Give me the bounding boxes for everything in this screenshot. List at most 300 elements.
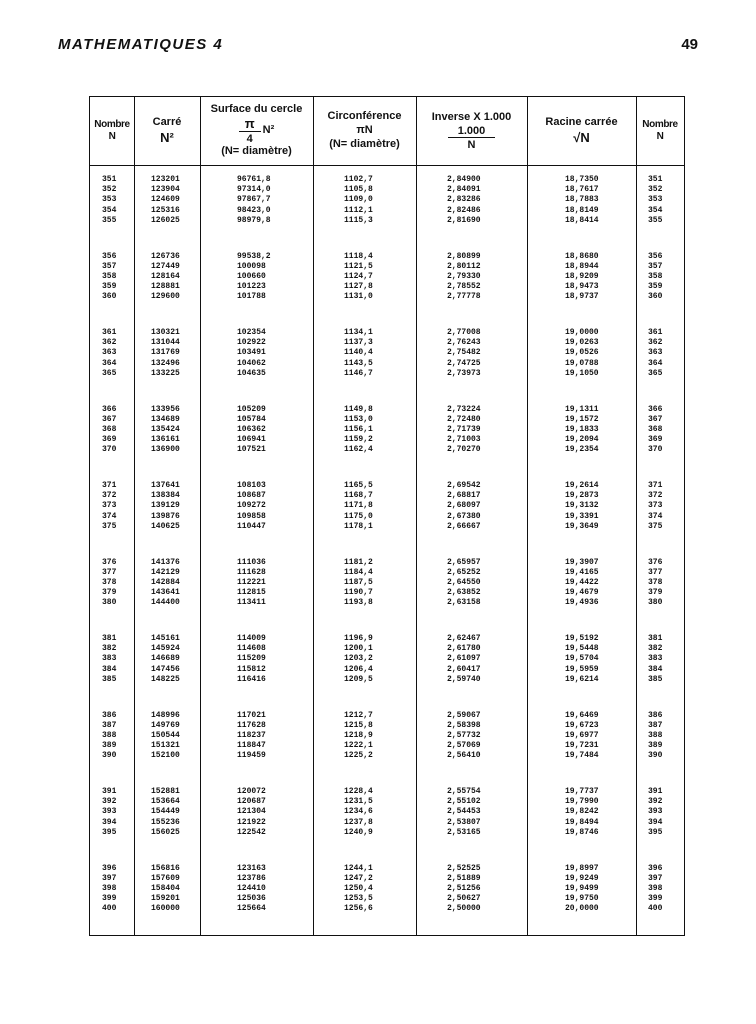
cell-nombre: 394	[102, 817, 117, 827]
cell-inverse: 2,57069	[447, 741, 481, 751]
cell-circonference: 1115,3	[344, 215, 373, 225]
header-note: (N= diamètre)	[329, 137, 400, 150]
cell-carre: 138384	[151, 491, 180, 501]
cell-racine: 18,8680	[565, 251, 599, 261]
cell-nombre-right: 365	[648, 368, 663, 378]
table-row	[90, 216, 686, 226]
cell-inverse: 2,53165	[447, 827, 481, 837]
cell-nombre-right: 385	[648, 674, 663, 684]
cell-carre: 144400	[151, 598, 180, 608]
book-title: MATHEMATIQUES 4	[58, 36, 224, 53]
cell-racine: 19,7484	[565, 751, 599, 761]
table-row	[90, 522, 686, 532]
table-row	[90, 894, 686, 904]
cell-inverse: 2,70270	[447, 445, 481, 455]
cell-nombre-right: 392	[648, 797, 663, 807]
table-row	[90, 558, 686, 568]
cell-surface: 118847	[237, 741, 266, 751]
row-group	[90, 252, 686, 329]
cell-carre: 126025	[151, 215, 180, 225]
cell-surface: 125036	[237, 894, 266, 904]
cell-carre: 131769	[151, 348, 180, 358]
header-label: Carré	[152, 116, 182, 128]
cell-circonference: 1137,3	[344, 338, 373, 348]
cell-nombre: 396	[102, 863, 117, 873]
cell-nombre: 370	[102, 445, 117, 455]
cell-nombre-right: 390	[648, 751, 663, 761]
row-group	[90, 711, 686, 788]
cell-surface: 123163	[237, 863, 266, 873]
cell-carre: 140625	[151, 521, 180, 531]
cell-circonference: 1190,7	[344, 588, 373, 598]
cell-carre: 156025	[151, 827, 180, 837]
cell-inverse: 2,69542	[447, 481, 481, 490]
cell-carre: 133956	[151, 404, 180, 414]
header-racine	[527, 97, 636, 165]
math-table	[89, 96, 685, 936]
row-group	[90, 787, 686, 864]
cell-surface: 106362	[237, 424, 266, 434]
cell-nombre: 363	[102, 348, 117, 358]
cell-inverse: 2,79330	[447, 271, 481, 281]
cell-nombre-right: 351	[648, 175, 663, 184]
cell-nombre-right: 357	[648, 261, 663, 271]
cell-carre: 155236	[151, 817, 180, 827]
table-row	[90, 818, 686, 828]
cell-racine: 19,2614	[565, 481, 599, 490]
cell-circonference: 1228,4	[344, 787, 373, 796]
row-group	[90, 328, 686, 405]
cell-surface: 103491	[237, 348, 266, 358]
cell-circonference: 1203,2	[344, 654, 373, 664]
header-carre	[134, 97, 200, 165]
cell-nombre: 354	[102, 205, 117, 215]
cell-inverse: 2,54453	[447, 807, 481, 817]
cell-surface: 100098	[237, 261, 266, 271]
cell-carre: 125316	[151, 205, 180, 215]
fraction-denominator: N	[467, 138, 476, 151]
cell-surface: 111036	[237, 557, 266, 567]
table-row	[90, 348, 686, 358]
cell-nombre: 377	[102, 567, 117, 577]
cell-carre: 147456	[151, 664, 180, 674]
cell-racine: 18,8944	[565, 261, 599, 271]
formula-suffix: N²	[262, 124, 275, 137]
cell-circonference: 1212,7	[344, 710, 373, 720]
cell-nombre-right: 354	[648, 205, 663, 215]
cell-inverse: 2,51889	[447, 873, 481, 883]
cell-racine: 19,2094	[565, 435, 599, 445]
cell-inverse: 2,75482	[447, 348, 481, 358]
cell-nombre-right: 356	[648, 251, 663, 261]
cell-surface: 115209	[237, 654, 266, 664]
header-symbol: N	[656, 131, 664, 142]
table-row	[90, 175, 686, 185]
cell-nombre: 366	[102, 404, 117, 414]
cell-carre: 139129	[151, 501, 180, 511]
cell-nombre: 353	[102, 195, 117, 205]
cell-inverse: 2,73973	[447, 368, 481, 378]
cell-nombre: 384	[102, 664, 117, 674]
fraction	[448, 125, 496, 151]
cell-racine: 19,3391	[565, 511, 599, 521]
row-group	[90, 405, 686, 482]
cell-racine: 19,7737	[565, 787, 599, 796]
cell-racine: 19,7990	[565, 797, 599, 807]
cell-inverse: 2,66667	[447, 521, 481, 531]
cell-carre: 157609	[151, 873, 180, 883]
cell-surface: 120687	[237, 797, 266, 807]
cell-circonference: 1165,5	[344, 481, 373, 490]
cell-nombre: 376	[102, 557, 117, 567]
cell-circonference: 1134,1	[344, 328, 373, 337]
area-formula	[239, 117, 275, 145]
cell-racine: 18,8149	[565, 205, 599, 215]
cell-inverse: 2,56410	[447, 751, 481, 761]
cell-racine: 19,3132	[565, 501, 599, 511]
cell-racine: 19,9750	[565, 894, 599, 904]
cell-carre: 143641	[151, 588, 180, 598]
cell-surface: 117021	[237, 710, 266, 720]
cell-carre: 136900	[151, 445, 180, 455]
cell-nombre-right: 358	[648, 271, 663, 281]
cell-circonference: 1187,5	[344, 577, 373, 587]
cell-nombre-right: 369	[648, 435, 663, 445]
cell-carre: 146689	[151, 654, 180, 664]
table-row	[90, 665, 686, 675]
cell-racine: 19,9249	[565, 873, 599, 883]
cell-circonference: 1234,6	[344, 807, 373, 817]
table-row	[90, 282, 686, 292]
cell-circonference: 1200,1	[344, 644, 373, 654]
table-row	[90, 292, 686, 302]
cell-nombre-right: 355	[648, 215, 663, 225]
cell-nombre: 359	[102, 282, 117, 292]
cell-nombre: 380	[102, 598, 117, 608]
cell-racine: 19,2873	[565, 491, 599, 501]
cell-circonference: 1146,7	[344, 368, 373, 378]
cell-surface: 121922	[237, 817, 266, 827]
table-row	[90, 731, 686, 741]
cell-racine: 19,6723	[565, 720, 599, 730]
cell-carre: 137641	[151, 481, 180, 490]
table-row	[90, 578, 686, 588]
cell-racine: 19,1572	[565, 414, 599, 424]
cell-nombre: 372	[102, 491, 117, 501]
cell-nombre-right: 368	[648, 424, 663, 434]
table-row	[90, 501, 686, 511]
cell-inverse: 2,67380	[447, 511, 481, 521]
cell-circonference: 1171,8	[344, 501, 373, 511]
cell-inverse: 2,72480	[447, 414, 481, 424]
cell-surface: 101223	[237, 282, 266, 292]
cell-circonference: 1168,7	[344, 491, 373, 501]
cell-nombre: 360	[102, 292, 117, 302]
cell-circonference: 1175,0	[344, 511, 373, 521]
cell-racine: 19,3907	[565, 557, 599, 567]
table-row	[90, 634, 686, 644]
cell-carre: 156816	[151, 863, 180, 873]
table-row	[90, 491, 686, 501]
cell-circonference: 1143,5	[344, 358, 373, 368]
cell-nombre: 374	[102, 511, 117, 521]
header-nombre-left	[90, 97, 134, 165]
cell-carre: 123201	[151, 175, 180, 184]
cell-inverse: 2,58398	[447, 720, 481, 730]
cell-racine: 20,0000	[565, 904, 599, 914]
cell-nombre-right: 383	[648, 654, 663, 664]
cell-nombre-right: 387	[648, 720, 663, 730]
header-symbol: √N	[573, 129, 590, 145]
table-row	[90, 206, 686, 216]
cell-nombre-right: 393	[648, 807, 663, 817]
table-row	[90, 884, 686, 894]
cell-inverse: 2,52525	[447, 863, 481, 873]
table-row	[90, 512, 686, 522]
cell-carre: 129600	[151, 292, 180, 302]
cell-surface: 114608	[237, 644, 266, 654]
header-label: Nombre	[642, 118, 678, 130]
table-row	[90, 425, 686, 435]
cell-surface: 98423,0	[237, 205, 271, 215]
cell-racine: 19,9499	[565, 883, 599, 893]
table-row	[90, 252, 686, 262]
cell-nombre-right: 400	[648, 904, 663, 914]
cell-surface: 123786	[237, 873, 266, 883]
cell-nombre-right: 374	[648, 511, 663, 521]
row-group	[90, 864, 686, 941]
cell-circonference: 1240,9	[344, 827, 373, 837]
cell-racine: 18,7617	[565, 185, 599, 195]
cell-nombre-right: 359	[648, 282, 663, 292]
cell-nombre-right: 378	[648, 577, 663, 587]
table-row	[90, 711, 686, 721]
cell-surface: 119459	[237, 751, 266, 761]
cell-carre: 128164	[151, 271, 180, 281]
cell-inverse: 2,68097	[447, 501, 481, 511]
cell-carre: 124609	[151, 195, 180, 205]
cell-racine: 19,6977	[565, 730, 599, 740]
cell-nombre-right: 353	[648, 195, 663, 205]
cell-surface: 116416	[237, 674, 266, 684]
table-row	[90, 721, 686, 731]
cell-surface: 111628	[237, 567, 266, 577]
cell-circonference: 1112,1	[344, 205, 373, 215]
cell-inverse: 2,76243	[447, 338, 481, 348]
fraction-denominator: 4	[246, 133, 253, 146]
cell-nombre: 351	[102, 175, 117, 184]
cell-inverse: 2,64550	[447, 577, 481, 587]
page-number: 49	[681, 36, 698, 53]
cell-racine: 19,4936	[565, 598, 599, 608]
cell-circonference: 1102,7	[344, 175, 373, 184]
cell-nombre: 356	[102, 251, 117, 261]
cell-carre: 158404	[151, 883, 180, 893]
row-group	[90, 175, 686, 252]
cell-nombre-right: 388	[648, 730, 663, 740]
cell-racine: 19,4422	[565, 577, 599, 587]
cell-inverse: 2,59067	[447, 710, 481, 720]
row-group	[90, 558, 686, 635]
cell-racine: 18,9737	[565, 292, 599, 302]
cell-circonference: 1159,2	[344, 435, 373, 445]
cell-racine: 19,8242	[565, 807, 599, 817]
cell-nombre: 358	[102, 271, 117, 281]
cell-nombre: 373	[102, 501, 117, 511]
table-row	[90, 185, 686, 195]
cell-nombre: 361	[102, 328, 117, 337]
table-row	[90, 828, 686, 838]
cell-surface: 102922	[237, 338, 266, 348]
cell-surface: 109858	[237, 511, 266, 521]
cell-inverse: 2,61097	[447, 654, 481, 664]
cell-inverse: 2,81690	[447, 215, 481, 225]
cell-carre: 159201	[151, 894, 180, 904]
cell-circonference: 1121,5	[344, 261, 373, 271]
row-group	[90, 481, 686, 558]
header-inverse	[416, 97, 527, 165]
header-label: Inverse X 1.000	[431, 111, 512, 124]
cell-nombre: 382	[102, 644, 117, 654]
cell-circonference: 1181,2	[344, 557, 373, 567]
cell-nombre-right: 377	[648, 567, 663, 577]
cell-nombre-right: 398	[648, 883, 663, 893]
table-row	[90, 481, 686, 491]
table-row	[90, 262, 686, 272]
cell-circonference: 1178,1	[344, 521, 373, 531]
cell-carre: 128881	[151, 282, 180, 292]
fraction-numerator: 1.000	[448, 125, 496, 138]
cell-surface: 115812	[237, 664, 266, 674]
cell-nombre-right: 389	[648, 741, 663, 751]
header-surface	[200, 97, 313, 165]
cell-nombre: 379	[102, 588, 117, 598]
cell-nombre-right: 384	[648, 664, 663, 674]
cell-nombre-right: 386	[648, 710, 663, 720]
cell-circonference: 1184,4	[344, 567, 373, 577]
cell-racine: 19,5704	[565, 654, 599, 664]
cell-inverse: 2,55102	[447, 797, 481, 807]
cell-circonference: 1237,8	[344, 817, 373, 827]
cell-surface: 109272	[237, 501, 266, 511]
cell-inverse: 2,60417	[447, 664, 481, 674]
table-row	[90, 588, 686, 598]
cell-surface: 98979,8	[237, 215, 271, 225]
cell-racine: 18,9209	[565, 271, 599, 281]
cell-carre: 135424	[151, 424, 180, 434]
cell-nombre-right: 379	[648, 588, 663, 598]
cell-circonference: 1118,4	[344, 251, 373, 261]
cell-nombre-right: 399	[648, 894, 663, 904]
cell-surface: 97867,7	[237, 195, 271, 205]
cell-circonference: 1149,8	[344, 404, 373, 414]
cell-racine: 18,9473	[565, 282, 599, 292]
cell-racine: 19,8494	[565, 817, 599, 827]
cell-nombre: 364	[102, 358, 117, 368]
cell-nombre: 381	[102, 634, 117, 643]
cell-surface: 112221	[237, 577, 266, 587]
cell-carre: 142129	[151, 567, 180, 577]
table-row	[90, 654, 686, 664]
cell-surface: 107521	[237, 445, 266, 455]
cell-circonference: 1206,4	[344, 664, 373, 674]
cell-racine: 19,1050	[565, 368, 599, 378]
table-row	[90, 874, 686, 884]
table-row	[90, 568, 686, 578]
header-label: Circonférence	[327, 110, 402, 123]
cell-nombre-right: 394	[648, 817, 663, 827]
cell-surface: 102354	[237, 328, 266, 337]
cell-nombre-right: 380	[648, 598, 663, 608]
cell-carre: 130321	[151, 328, 180, 337]
header-label: Surface du cercle	[210, 103, 303, 116]
cell-surface: 106941	[237, 435, 266, 445]
cell-carre: 153664	[151, 797, 180, 807]
cell-carre: 139876	[151, 511, 180, 521]
cell-carre: 151321	[151, 741, 180, 751]
cell-surface: 120072	[237, 787, 266, 796]
table-row	[90, 272, 686, 282]
cell-nombre-right: 352	[648, 185, 663, 195]
cell-inverse: 2,80899	[447, 251, 481, 261]
cell-nombre: 395	[102, 827, 117, 837]
cell-racine: 19,8746	[565, 827, 599, 837]
table-row	[90, 751, 686, 761]
table-body	[90, 165, 686, 940]
row-group	[90, 634, 686, 711]
cell-inverse: 2,65957	[447, 557, 481, 567]
cell-inverse: 2,55754	[447, 787, 481, 796]
cell-nombre: 389	[102, 741, 117, 751]
cell-nombre-right: 382	[648, 644, 663, 654]
cell-inverse: 2,78552	[447, 282, 481, 292]
cell-surface: 113411	[237, 598, 266, 608]
cell-racine: 19,7231	[565, 741, 599, 751]
cell-carre: 148996	[151, 710, 180, 720]
header-symbol: N	[108, 131, 116, 142]
cell-inverse: 2,84091	[447, 185, 481, 195]
cell-surface: 101788	[237, 292, 266, 302]
cell-racine: 19,5448	[565, 644, 599, 654]
cell-circonference: 1196,9	[344, 634, 373, 643]
cell-nombre-right: 372	[648, 491, 663, 501]
cell-circonference: 1127,8	[344, 282, 373, 292]
cell-nombre-right: 381	[648, 634, 663, 643]
cell-inverse: 2,53807	[447, 817, 481, 827]
fraction	[239, 117, 261, 145]
cell-carre: 127449	[151, 261, 180, 271]
table-row	[90, 675, 686, 685]
table-row	[90, 195, 686, 205]
table-row	[90, 359, 686, 369]
cell-circonference: 1131,0	[344, 292, 373, 302]
cell-nombre: 385	[102, 674, 117, 684]
cell-inverse: 2,57732	[447, 730, 481, 740]
table-row	[90, 787, 686, 797]
cell-circonference: 1162,4	[344, 445, 373, 455]
cell-inverse: 2,83286	[447, 195, 481, 205]
cell-surface: 110447	[237, 521, 266, 531]
cell-circonference: 1250,4	[344, 883, 373, 893]
cell-inverse: 2,63158	[447, 598, 481, 608]
cell-racine: 19,3649	[565, 521, 599, 531]
table-row	[90, 338, 686, 348]
cell-nombre: 390	[102, 751, 117, 761]
cell-inverse: 2,63852	[447, 588, 481, 598]
header-note: (N= diamètre)	[221, 145, 292, 158]
table-row	[90, 369, 686, 379]
cell-nombre-right: 397	[648, 873, 663, 883]
